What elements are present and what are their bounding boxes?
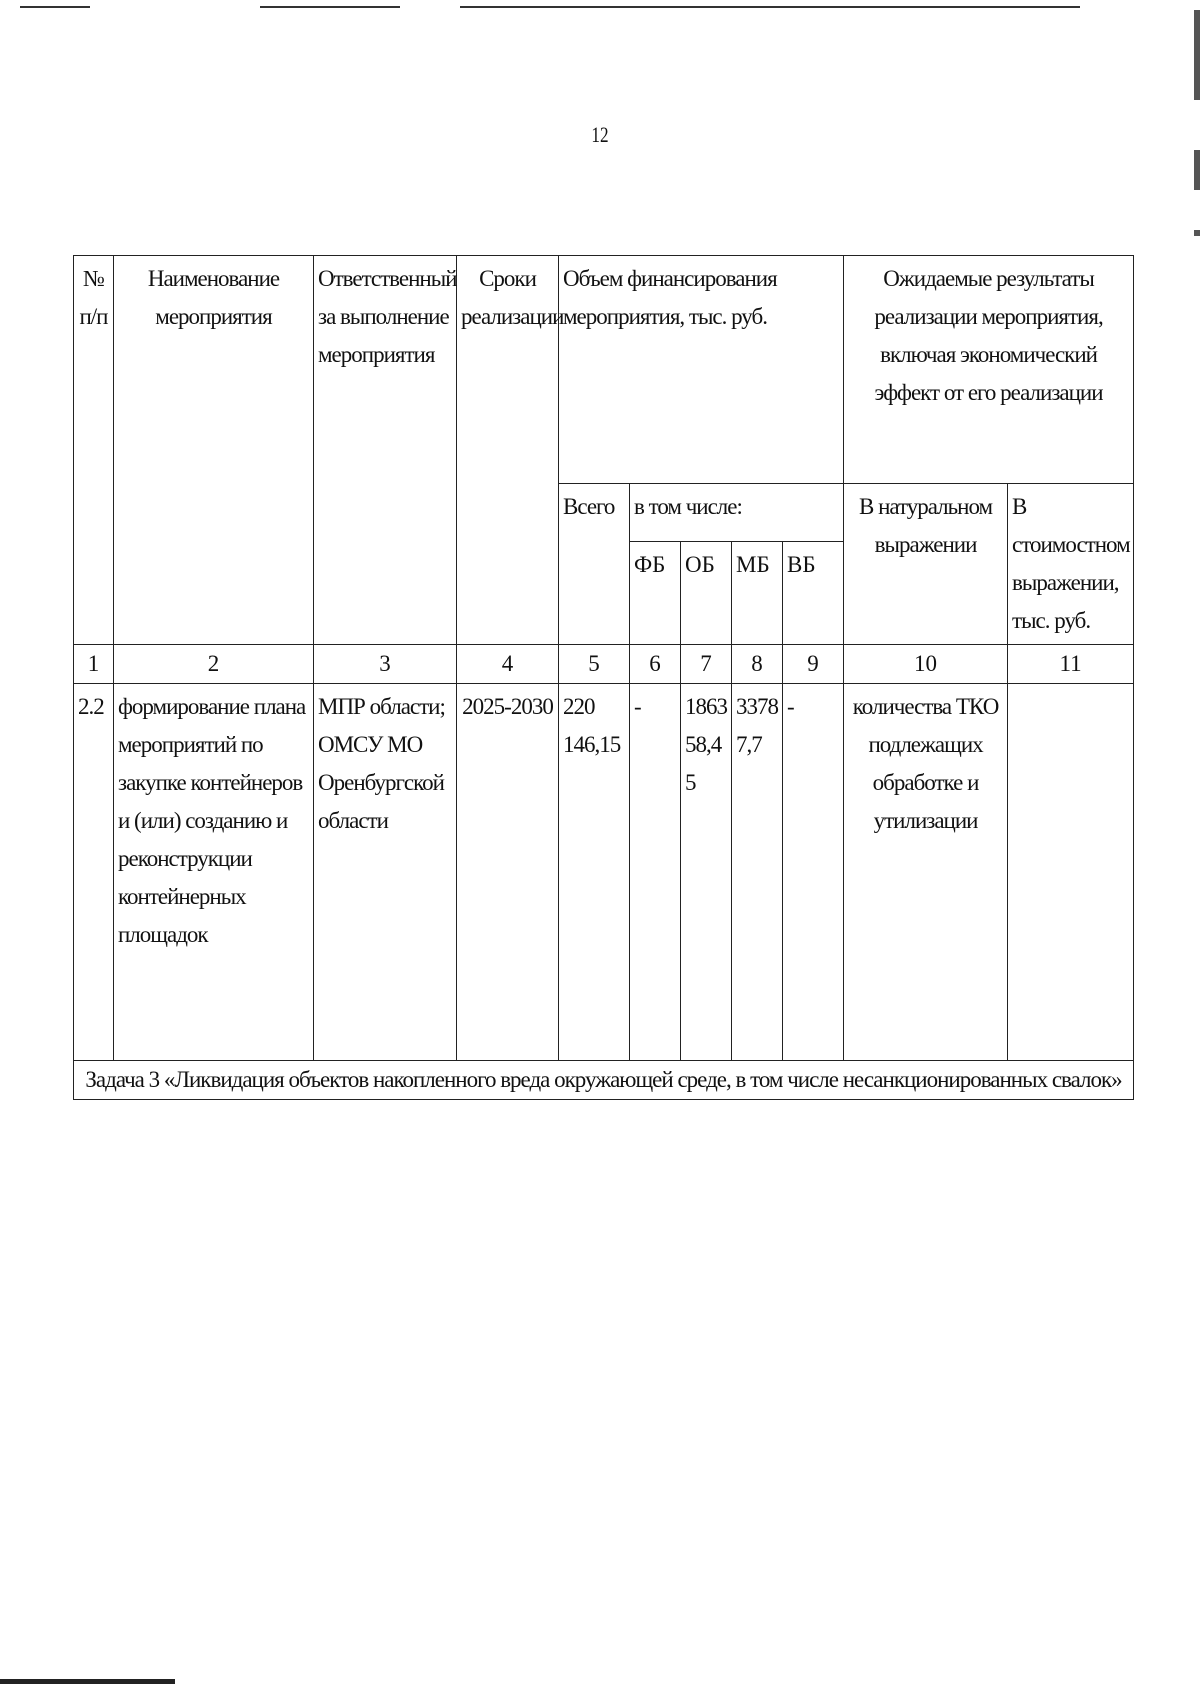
row-ob: 186358,45 bbox=[681, 684, 732, 1061]
header-monetary: В стоимостном выражении, тыс. руб. bbox=[1008, 484, 1134, 645]
header-vb: ВБ bbox=[783, 541, 844, 644]
col-number-11: 11 bbox=[1008, 645, 1134, 684]
row-responsible: МПР области; ОМСУ МО Оренбургской области bbox=[314, 684, 457, 1061]
col-number-4: 4 bbox=[457, 645, 559, 684]
row-fb: - bbox=[630, 684, 681, 1061]
col-number-9: 9 bbox=[783, 645, 844, 684]
page-number: 12 bbox=[591, 122, 609, 147]
col-number-2: 2 bbox=[114, 645, 314, 684]
header-including: в том числе: bbox=[630, 484, 844, 542]
col-number-10: 10 bbox=[844, 645, 1008, 684]
row-period: 2025-2030 bbox=[457, 684, 559, 1061]
scan-edge-top-3 bbox=[460, 6, 1080, 8]
col-number-8: 8 bbox=[732, 645, 783, 684]
scan-edge-bottom bbox=[0, 1679, 175, 1684]
row-name: формирование плана мероприятий по закупке контейнеров и (или) созданию и реконструкции контейнерных площадок bbox=[114, 684, 314, 1061]
header-period: Сроки реализации bbox=[457, 256, 559, 645]
header-results: Ожидаемые результаты реализации мероприятия, включая экономический эффект от его реализации bbox=[844, 256, 1134, 484]
header-funding: Объем финансирования мероприятия, тыс. руб. bbox=[559, 256, 844, 484]
header-mb: МБ bbox=[732, 541, 783, 644]
scan-edge-top-1 bbox=[20, 6, 90, 8]
column-number-row bbox=[74, 645, 1134, 684]
header-num: № п/п bbox=[74, 256, 114, 645]
header-row-1 bbox=[74, 256, 1134, 484]
row-num: 2.2 bbox=[74, 684, 114, 1061]
header-natural: В натуральном выражении bbox=[844, 484, 1008, 645]
scan-edge-right bbox=[1192, 0, 1200, 1698]
header-name: Наименование мероприятия bbox=[114, 256, 314, 645]
header-responsible: Ответственный за выполнение мероприятия bbox=[314, 256, 457, 645]
col-number-5: 5 bbox=[559, 645, 630, 684]
row-monetary bbox=[1008, 684, 1134, 1061]
col-number-1: 1 bbox=[74, 645, 114, 684]
task-row bbox=[74, 1061, 1134, 1100]
action-plan-table bbox=[73, 255, 1134, 1100]
row-mb: 33787,7 bbox=[732, 684, 783, 1061]
row-total: 220 146,15 bbox=[559, 684, 630, 1061]
scan-edge-top-2 bbox=[260, 6, 400, 8]
header-total: Всего bbox=[559, 484, 630, 645]
task-3-title: Задача 3 «Ликвидация объектов накопленного вреда окружающей среде, в том числе несанкционированных свалок» bbox=[74, 1061, 1134, 1100]
col-number-6: 6 bbox=[630, 645, 681, 684]
header-ob: ОБ bbox=[681, 541, 732, 644]
table-row bbox=[74, 684, 1134, 1061]
row-natural: количества ТКО подлежащих обработке и утилизации bbox=[844, 684, 1008, 1061]
col-number-3: 3 bbox=[314, 645, 457, 684]
row-vb: - bbox=[783, 684, 844, 1061]
col-number-7: 7 bbox=[681, 645, 732, 684]
header-fb: ФБ bbox=[630, 541, 681, 644]
